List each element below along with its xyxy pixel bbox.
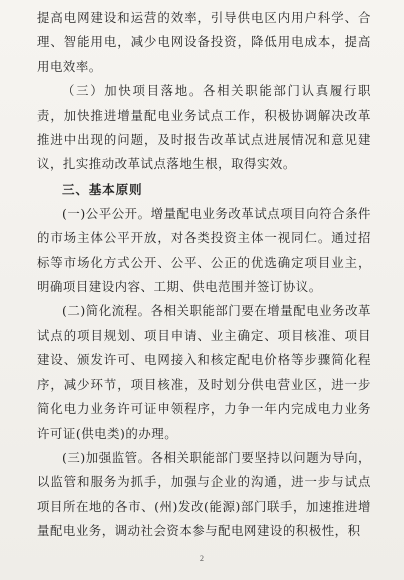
- document-body: [37, 6, 371, 544]
- paragraph-efficiency-continuation: 提高电网建设和运营的效率，引导供电区内用户科学、合理、智能用电，减少电网设备投资，降低用电成本，提高用电效率。: [37, 10, 371, 74]
- paragraph-principle-simplify-process: (二)简化流程。各相关职能部门要在增量配电业务改革试点的项目规划、项目申请、业主确定、项目核准、项目建设、颁发许可、电网接入和核定配电价格等步骤简化程序，减少环节，项目核准，及时划分供电营业区，进一步简化电力业务许可证申领程序，力争一年内完成电力业务许可证(供电类)的办理。: [37, 303, 371, 441]
- paragraph-principle-strengthen-supervision: (三)加强监管。各相关职能部门要坚持以问题为导向，以监管和服务为抓手，加强与企业的沟通，进一步与试点项目所在地的各市、(州)发改(能源)部门联手，加速推进增量配电业务，调动社会资本参与配电网建设的积极性，积: [37, 449, 371, 539]
- section-heading-basic-principles: 三、基本原则: [62, 181, 143, 197]
- paragraph-principle-fair-open: (一)公平公开。增量配电业务改革试点项目向符合条件的市场主体公平开放，对各类投资主体一视同仁。通过招标等市场化方式公开、公平、公正的优选确定项目业主，明确项目建设内容、工期、供电范围并签订协议。: [37, 205, 371, 295]
- paragraph-accelerate-implementation: （三）加快项目落地。各相关职能部门认真履行职责，加快推进增量配电业务试点工作，积极协调解决改革推进中出现的问题，及时报告改革试点进展情况和意见建议，扎实推动改革试点落地生根，取得实效。: [37, 83, 371, 172]
- page-number: 2: [200, 554, 204, 563]
